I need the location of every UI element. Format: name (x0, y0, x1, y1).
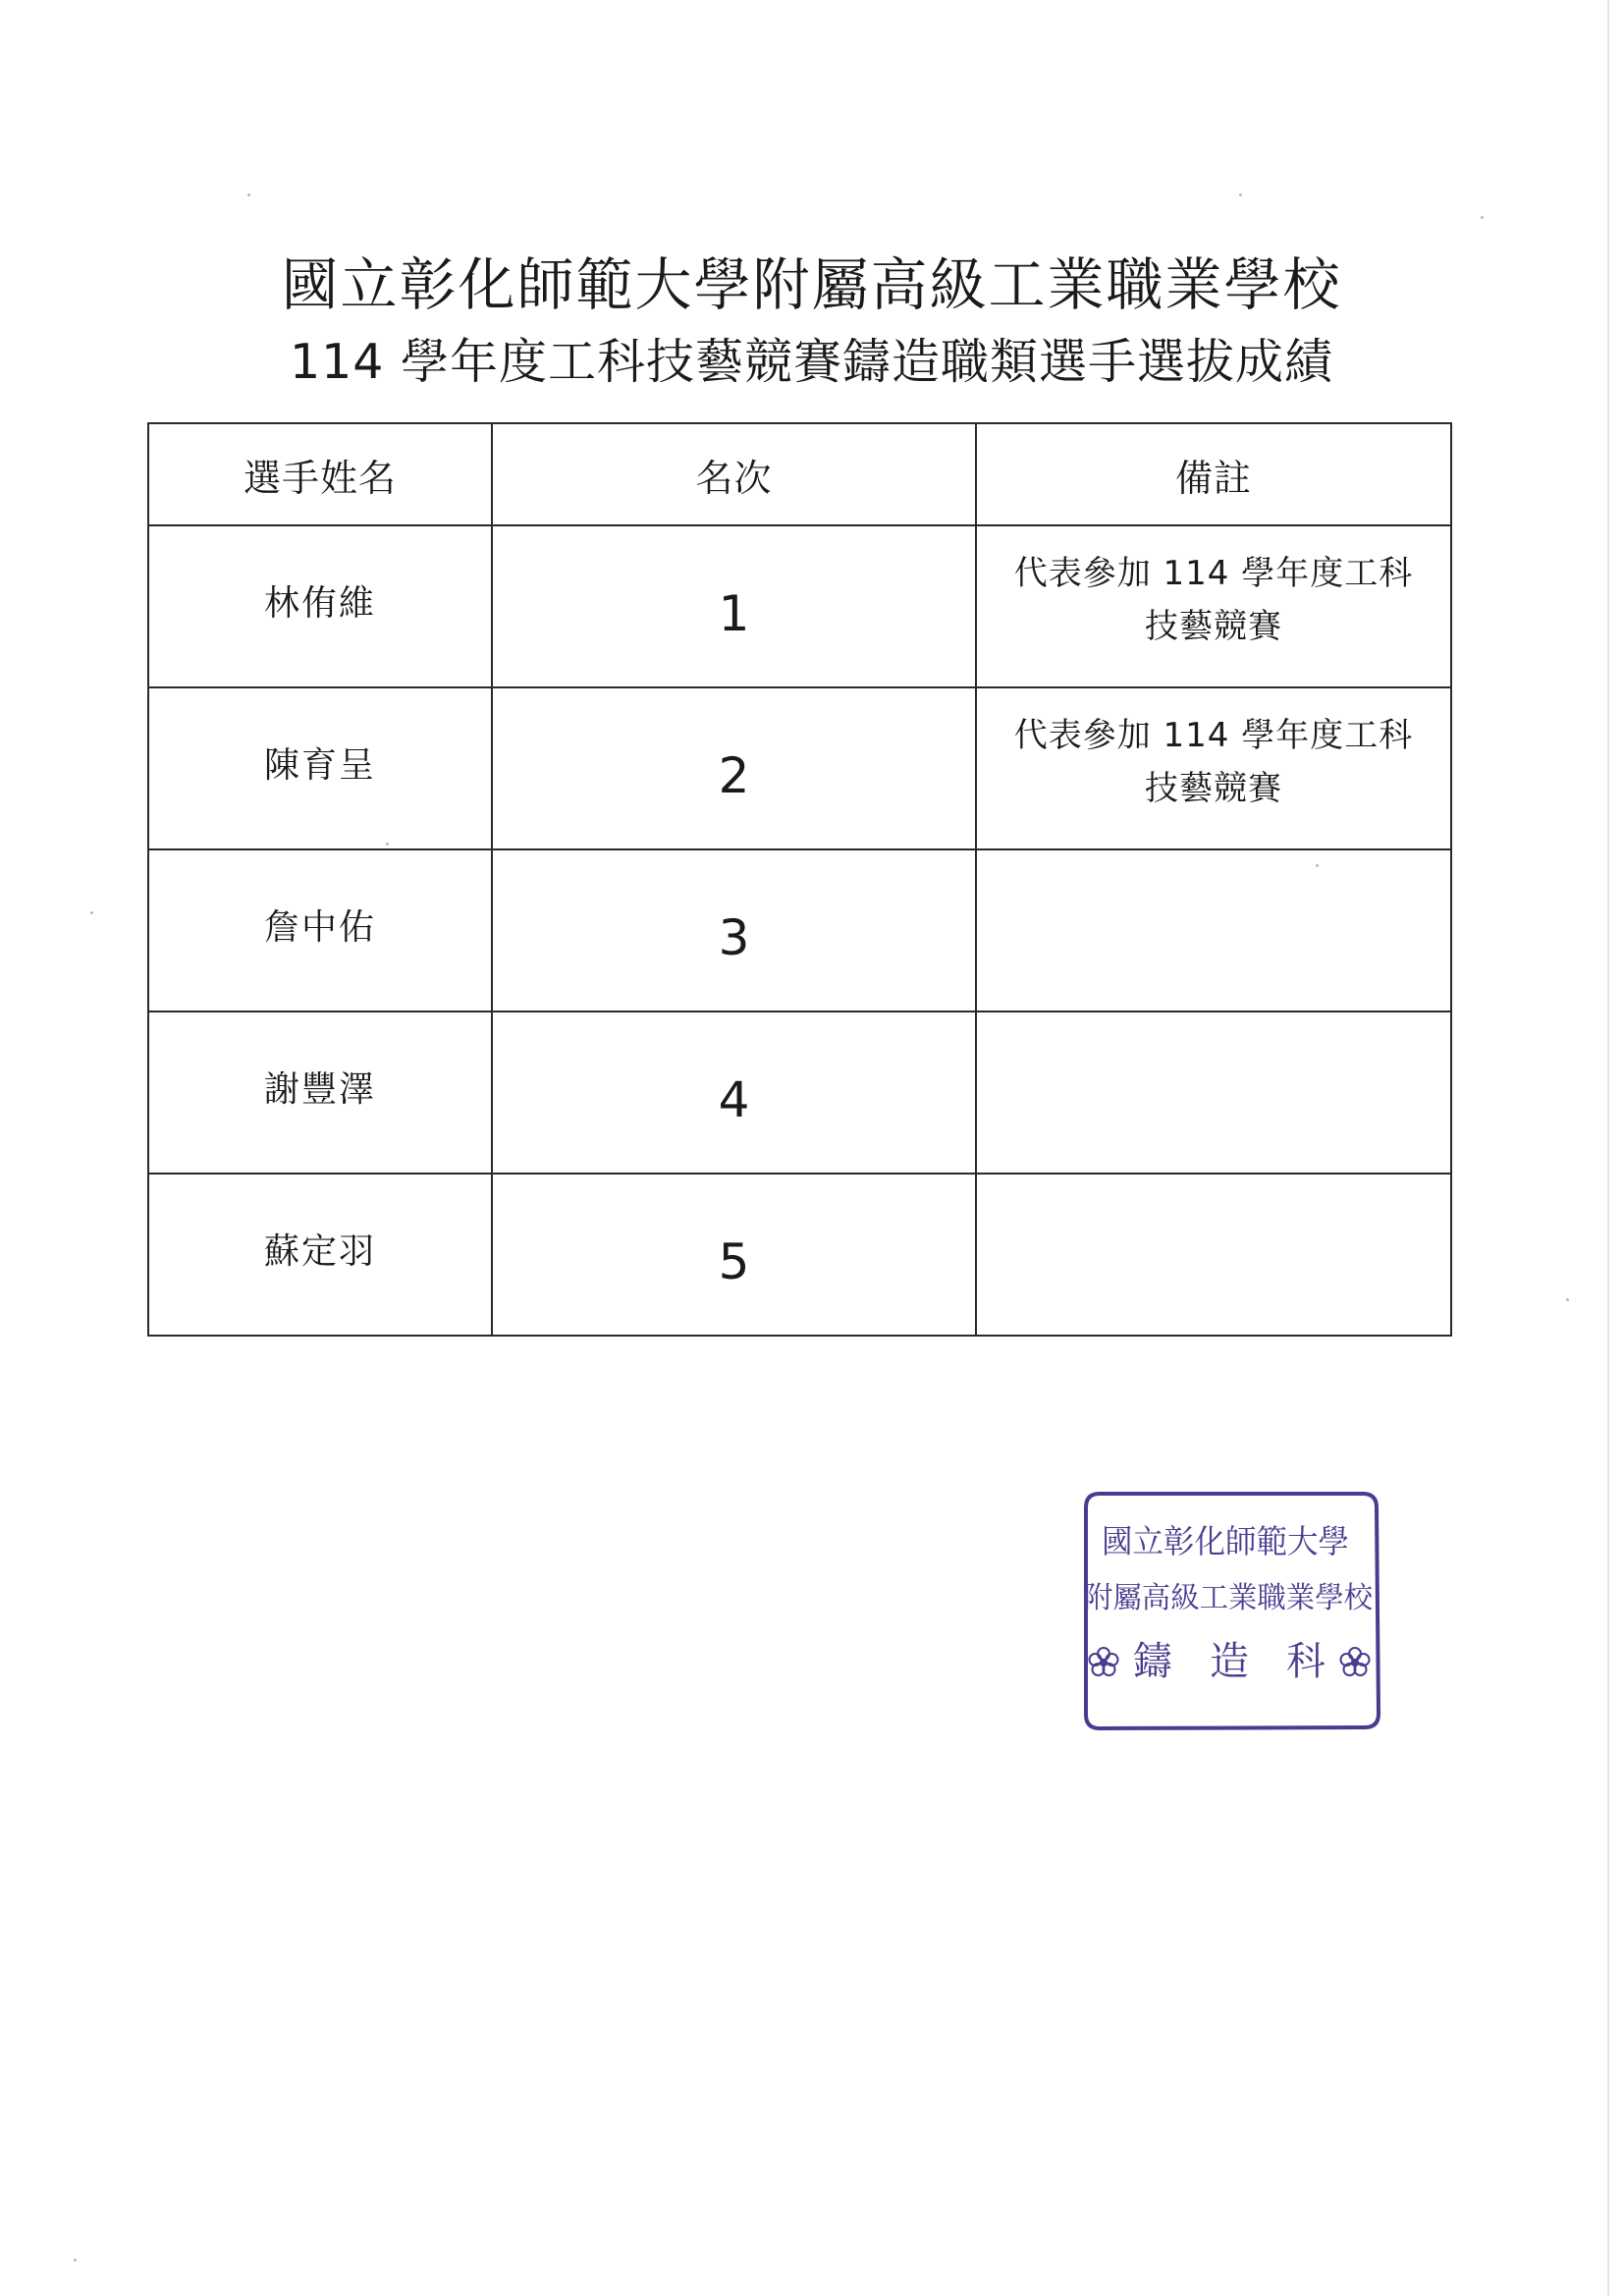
stamp-line-department: 鑄 造 科 (1133, 1639, 1325, 1684)
plum-blossom-icon (1090, 1648, 1118, 1675)
note-text (977, 547, 1450, 653)
table-header-row (148, 423, 1451, 525)
note-cell (976, 1011, 1451, 1174)
rank-cell (492, 687, 976, 849)
rank-value: 3 (718, 908, 750, 966)
note-line: 代表參加 114 學年度工科 (1013, 715, 1414, 755)
results-table (147, 422, 1452, 1337)
rank-cell (492, 1011, 976, 1174)
note-line: 技藝競賽 (1145, 768, 1282, 808)
name-cell (148, 1174, 492, 1336)
rank-value: 5 (718, 1232, 750, 1290)
table-row (148, 1174, 1451, 1336)
rank-value: 2 (718, 746, 750, 804)
school-title: 國立彰化師範大學附屬高級工業職業學校 (281, 251, 1342, 318)
student-name: 林侑維 (263, 583, 376, 624)
scan-speck (1566, 1298, 1569, 1301)
note-cell (976, 687, 1451, 849)
rank-value: 4 (718, 1070, 750, 1128)
note-cell (976, 1174, 1451, 1336)
header-name: 選手姓名 (148, 423, 492, 525)
name-cell (148, 525, 492, 687)
header-note: 備註 (976, 423, 1451, 525)
note-line: 代表參加 114 學年度工科 (1013, 553, 1414, 593)
student-name: 蘇定羽 (263, 1231, 376, 1272)
stamp-line-school: 國立彰化師範大學 (1102, 1522, 1349, 1560)
header-rank: 名次 (492, 423, 976, 525)
document-header (0, 250, 1623, 392)
note-text (977, 709, 1450, 815)
name-cell (148, 687, 492, 849)
scan-speck (90, 911, 93, 914)
student-name: 謝豐澤 (263, 1069, 376, 1110)
scan-speck (74, 2259, 77, 2262)
rank-cell (492, 849, 976, 1011)
student-name: 陳育呈 (263, 745, 376, 786)
table-row (148, 525, 1451, 687)
scan-speck (247, 193, 250, 196)
table-row (148, 687, 1451, 849)
rank-value: 1 (718, 584, 750, 642)
scan-speck (386, 843, 389, 846)
name-cell (148, 849, 492, 1011)
table-row (148, 1011, 1451, 1174)
note-line: 技藝競賽 (1145, 606, 1282, 646)
rank-cell (492, 525, 976, 687)
name-cell (148, 1011, 492, 1174)
document-title: 114 學年度工科技藝競賽鑄造職類選手選拔成績 (289, 334, 1334, 390)
plum-blossom-icon (1341, 1648, 1370, 1675)
note-cell (976, 525, 1451, 687)
table-row (148, 849, 1451, 1011)
stamp-line-affiliated: 附屬高級工業職業學校 (1084, 1581, 1374, 1615)
student-name: 詹中佑 (263, 907, 376, 948)
scan-speck (1316, 864, 1319, 867)
department-stamp (1078, 1486, 1384, 1739)
scan-speck (1239, 193, 1242, 196)
note-cell (976, 849, 1451, 1011)
scan-speck (1481, 216, 1484, 219)
rank-cell (492, 1174, 976, 1336)
